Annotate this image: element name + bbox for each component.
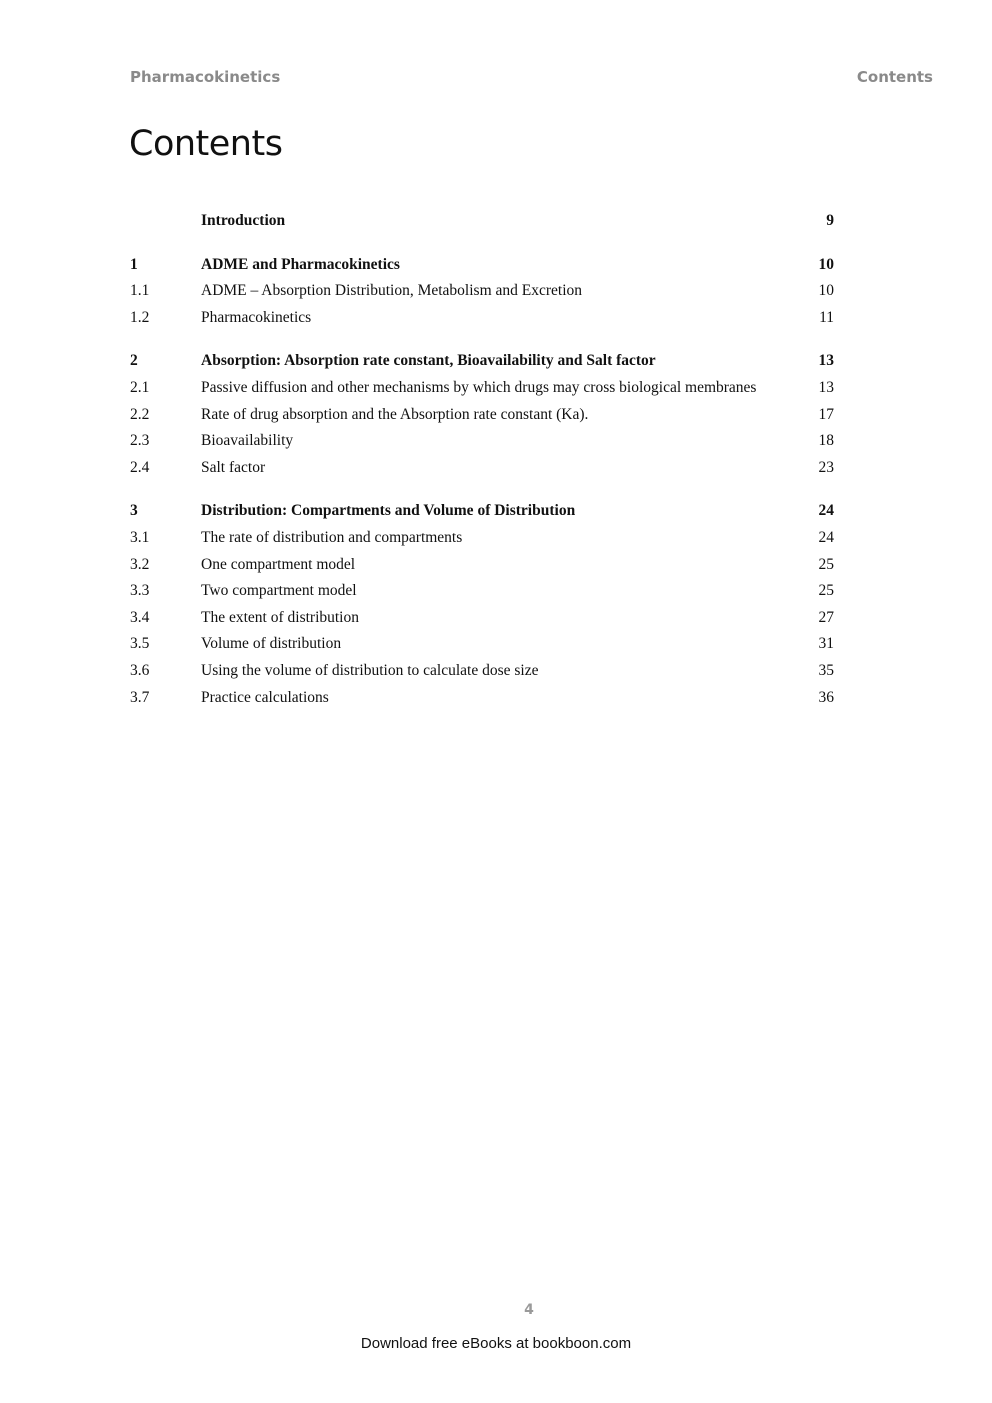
toc-entry-title: ADME – Absorption Distribution, Metabolism and Excretion xyxy=(201,282,583,300)
toc-entry-number: 3.5 xyxy=(130,635,150,653)
running-header-section: Contents xyxy=(856,68,933,86)
toc-section-entry[interactable] xyxy=(130,658,834,685)
toc-entry-page: 18 xyxy=(818,432,834,450)
toc-entry-page: 23 xyxy=(818,458,834,476)
toc-entry-title: ADME and Pharmacokinetics xyxy=(201,255,400,273)
toc-entry-page: 13 xyxy=(818,352,834,370)
toc-entry-title: Introduction xyxy=(201,212,286,229)
footer-download-link[interactable]: Download free eBooks at bookboon.com xyxy=(360,1335,632,1352)
toc-entry-title: Absorption: Absorption rate constant, Bioavailability and Salt factor xyxy=(201,352,656,370)
toc-entry-page: 27 xyxy=(818,608,834,626)
toc-entry-page: 10 xyxy=(818,255,834,273)
page-title: Contents xyxy=(129,124,283,164)
toc-entry-title: The rate of distribution and compartments xyxy=(201,528,463,546)
table-of-contents xyxy=(130,208,834,711)
toc-section-entry[interactable] xyxy=(130,278,834,305)
toc-chapter-entry[interactable] xyxy=(130,208,834,235)
toc-entry-number: 1.1 xyxy=(130,282,150,300)
toc-entry-number: 3.2 xyxy=(130,555,150,573)
toc-entry-page: 35 xyxy=(818,661,834,679)
toc-entry-page: 10 xyxy=(818,282,834,300)
toc-section-entry[interactable] xyxy=(130,455,834,482)
toc-chapter-entry[interactable] xyxy=(130,498,834,525)
toc-entry-page: 24 xyxy=(818,502,834,520)
toc-entry-number: 1 xyxy=(130,255,138,273)
toc-entry-number: 3.3 xyxy=(130,582,150,600)
toc-section-entry[interactable] xyxy=(130,375,834,402)
toc-chapter-entry[interactable] xyxy=(130,252,834,279)
toc-entry-number: 3.7 xyxy=(130,688,150,706)
toc-section-entry[interactable] xyxy=(130,525,834,552)
toc-entry-title: Rate of drug absorption and the Absorption rate constant (Ka). xyxy=(201,405,589,423)
toc-entry-number: 2.2 xyxy=(130,405,150,423)
toc-entry-number: 2.3 xyxy=(130,432,150,450)
toc-section-entry[interactable] xyxy=(130,685,834,712)
toc-entry-number: 2.1 xyxy=(130,378,150,396)
toc-entry-page: 11 xyxy=(819,308,834,326)
toc-entry-title: Distribution: Compartments and Volume of Distribution xyxy=(201,502,576,520)
toc-entry-page: 25 xyxy=(818,555,834,573)
toc-entry-title: One compartment model xyxy=(201,555,356,573)
toc-entry-title: Salt factor xyxy=(201,458,266,476)
toc-entry-number: 3 xyxy=(130,502,138,520)
toc-entry-title: Using the volume of distribution to calculate dose size xyxy=(201,661,539,679)
toc-entry-page: 13 xyxy=(818,378,834,396)
page-number: 4 xyxy=(524,1302,534,1318)
toc-section-entry[interactable] xyxy=(130,578,834,605)
toc-entry-page: 36 xyxy=(818,688,834,706)
toc-entry-title: Volume of distribution xyxy=(201,635,342,653)
toc-section-entry[interactable] xyxy=(130,428,834,455)
running-header xyxy=(130,68,933,92)
toc-entry-number: 3.4 xyxy=(130,608,150,626)
toc-section-entry[interactable] xyxy=(130,305,834,332)
toc-entry-number: 2 xyxy=(130,352,138,370)
toc-entry-page: 24 xyxy=(818,528,834,546)
toc-entry-number: 3.1 xyxy=(130,528,150,546)
toc-entry-title: Two compartment model xyxy=(201,582,357,600)
toc-section-entry[interactable] xyxy=(130,605,834,632)
toc-entry-page: 9 xyxy=(826,212,834,229)
toc-entry-number: 1.2 xyxy=(130,308,150,326)
toc-section-entry[interactable] xyxy=(130,631,834,658)
toc-entry-page: 31 xyxy=(818,635,834,653)
toc-section-entry[interactable] xyxy=(130,552,834,579)
toc-entry-title: The extent of distribution xyxy=(201,608,359,626)
toc-entry-page: 25 xyxy=(818,582,834,600)
toc-entry-title: Pharmacokinetics xyxy=(201,308,312,326)
toc-entry-title: Practice calculations xyxy=(201,688,329,706)
toc-entry-number: 2.4 xyxy=(130,458,150,476)
toc-entry-page: 17 xyxy=(818,405,834,423)
toc-entry-number: 3.6 xyxy=(130,661,150,679)
running-header-book-title: Pharmacokinetics xyxy=(130,68,281,86)
toc-chapter-entry[interactable] xyxy=(130,348,834,375)
toc-entry-title: Bioavailability xyxy=(201,432,294,450)
toc-entry-title: Passive diffusion and other mechanisms by which drugs may cross biological membranes xyxy=(201,378,757,396)
toc-section-entry[interactable] xyxy=(130,402,834,429)
